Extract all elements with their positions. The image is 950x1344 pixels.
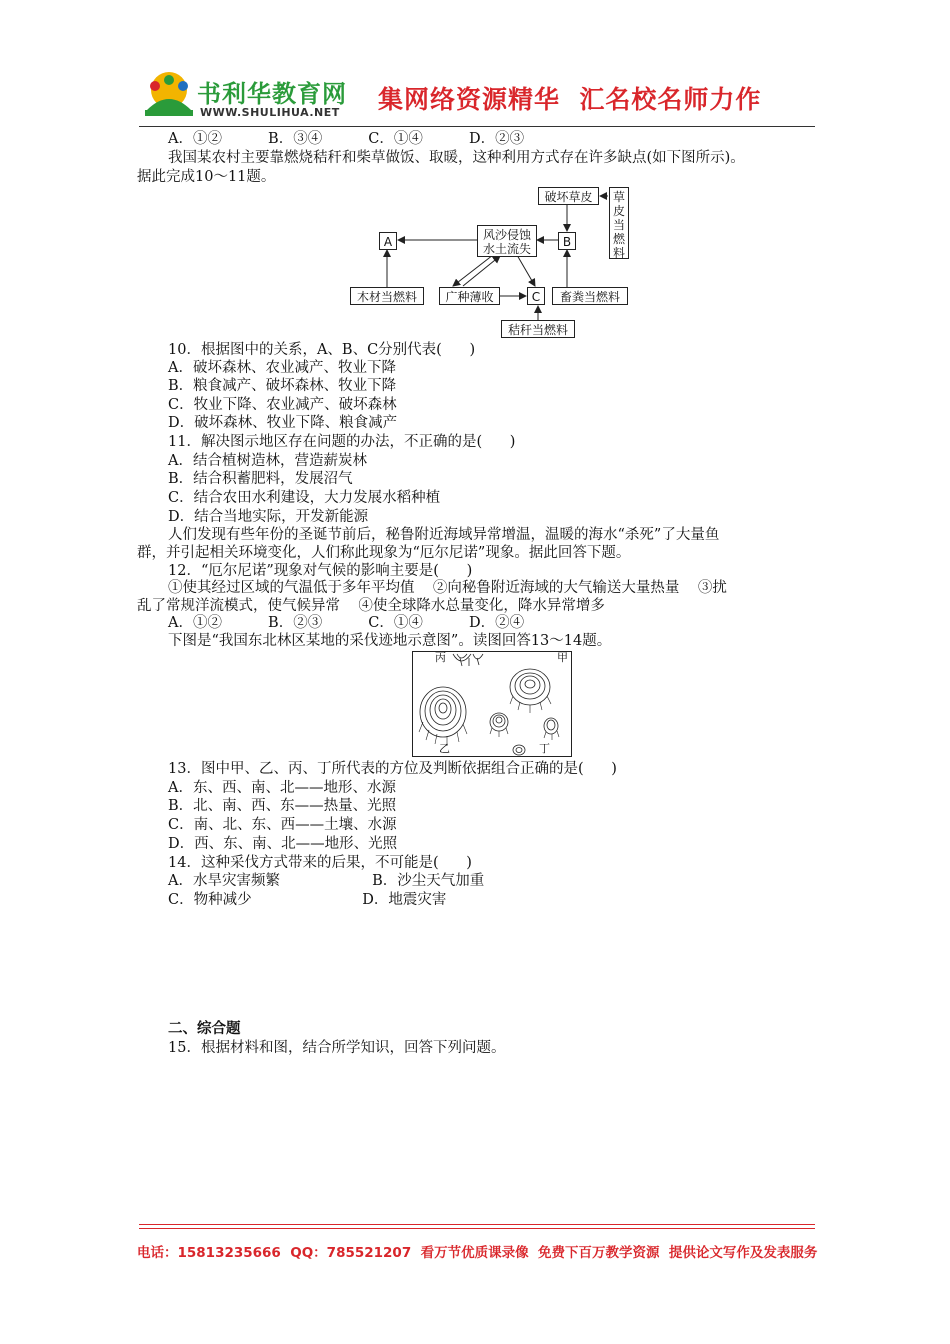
box-center-erosion: 风沙侵蚀水土流失 <box>477 225 537 257</box>
q11-stem: 11．解决图示地区存在问题的办法，不正确的是( ) <box>168 434 516 450</box>
q11-option-d: D．结合当地实际，开发新能源 <box>168 509 369 525</box>
label-bing: 丙 <box>435 651 446 664</box>
q9-options: A．①② B．③④ C．①④ D．②③ <box>168 131 525 147</box>
q11-option-c: C．结合农田水利建设，大力发展水稻种植 <box>168 490 441 506</box>
q14-options-ab: A．水旱灾害频繁 B．沙尘天气加重 <box>168 873 485 889</box>
q14-options-cd: C．物种减少 D．地震灾害 <box>168 892 447 908</box>
logo-name: 书利华教育网 <box>197 80 347 108</box>
box-a: A <box>379 232 397 250</box>
intro-12-line1: 人们发现有些年份的圣诞节前后，秘鲁附近海域异常增温，温暖的海水“杀死”了大量鱼 <box>168 527 720 543</box>
label-yi: 乙 <box>439 742 450 755</box>
q14-stem: 14．这种采伐方式带来的后果，不可能是( ) <box>168 855 472 871</box>
logo-icon <box>143 70 195 120</box>
q13-option-c: C．南、北、东、西——土壤、水源 <box>168 817 397 833</box>
box-wood-fuel: 木材当燃料 <box>350 287 424 305</box>
q10-stem: 10．根据图中的关系，A、B、C分别代表( ) <box>168 342 476 358</box>
logging-map-drawing <box>413 652 571 756</box>
q12-options: A．①② B．②③ C．①④ D．②④ <box>168 615 525 631</box>
logging-map <box>412 651 572 757</box>
box-extensive-farming: 广种薄收 <box>439 287 500 305</box>
logo-url[interactable]: WWW.SHULIHUA.NET <box>200 106 340 119</box>
q11-option-a: A．结合植树造林，营造薪炭林 <box>168 453 367 469</box>
box-straw-fuel: 秸秆当燃料 <box>501 320 575 338</box>
q10-option-a: A．破坏森林、农业减产、牧业下降 <box>168 360 396 376</box>
footer-divider <box>139 1224 815 1225</box>
q12-stem: 12．“厄尔尼诺”现象对气候的影响主要是( ) <box>168 563 473 579</box>
q13-option-b: B．北、南、西、东——热量、光照 <box>168 798 397 814</box>
flow-diagram <box>345 183 635 343</box>
box-grass-fuel: 草皮当燃料 <box>609 187 629 259</box>
q13-option-d: D．西、东、南、北——地形、光照 <box>168 836 398 852</box>
intro-10-11-line1: 我国某农村主要靠燃烧秸秆和柴草做饭、取暖，这种利用方式存在许多缺点(如下图所示)。 <box>168 150 745 166</box>
q12-items-line1: ①使其经过区域的气温低于多年平均值 ②向秘鲁附近海域的大气输送大量热量 ③扰 <box>168 580 727 596</box>
section-heading-comprehensive: 二、综合题 <box>168 1021 241 1037</box>
footer-divider-thin <box>139 1228 815 1229</box>
q12-items-line2: 乱了常规洋流模式，使气候异常 ④使全球降水总量变化，降水异常增多 <box>137 598 605 614</box>
intro-13-14: 下图是“我国东北林区某地的采伐迹地示意图”。读图回答13～14题。 <box>168 633 612 649</box>
q13-option-a: A．东、西、南、北——地形、水源 <box>168 780 396 796</box>
q15-stem: 15．根据材料和图，结合所学知识，回答下列问题。 <box>168 1040 506 1056</box>
box-destroy-grass: 破坏草皮 <box>538 187 599 205</box>
label-ding: 丁 <box>539 742 550 755</box>
intro-12-line2: 群，并引起相关环境变化，人们称此现象为“厄尔尼诺”现象。据此回答下题。 <box>137 545 631 561</box>
q10-option-d: D．破坏森林、牧业下降、粮食减产 <box>168 415 398 431</box>
header-slogan: 集网络资源精华 汇名校名师力作 <box>378 85 762 114</box>
q10-option-b: B．粮食减产、破坏森林、牧业下降 <box>168 378 397 394</box>
box-b: B <box>558 232 576 250</box>
flow-diagram-arrows <box>345 183 635 343</box>
label-jia: 甲 <box>557 651 568 664</box>
q10-option-c: C．牧业下降、农业减产、破坏森林 <box>168 397 397 413</box>
q11-option-b: B．结合积蓄肥料，发展沼气 <box>168 471 353 487</box>
box-c: C <box>527 287 545 305</box>
box-dung-fuel: 畜粪当燃料 <box>552 287 628 305</box>
header-divider <box>139 126 815 127</box>
footer-contact: 电话：15813235666 QQ：785521207 看万节优质课录像 免费下百万教学资源 提供论文写作及发表服务 <box>137 1245 818 1261</box>
intro-10-11-line2: 据此完成10～11题。 <box>137 169 276 185</box>
q13-stem: 13．图中甲、乙、丙、丁所代表的方位及判断依据组合正确的是( ) <box>168 761 617 777</box>
